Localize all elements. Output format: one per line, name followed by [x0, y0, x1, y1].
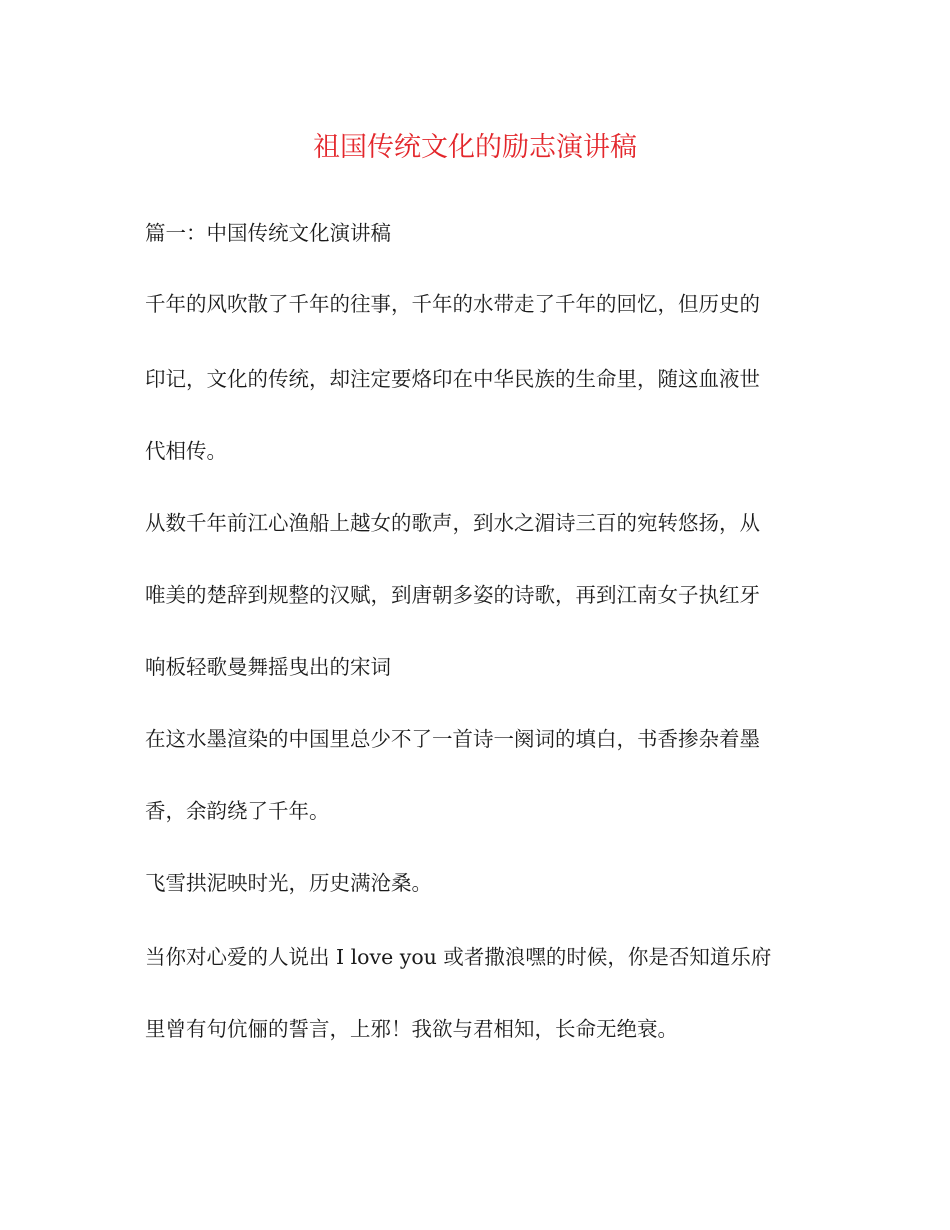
text-line: 在这水墨渲染的中国里总少不了一首诗一阕词的填白，书香掺杂着墨: [145, 727, 760, 751]
text-line: 当你对心爱的人说出 I love you 或者撒浪嘿的时候，你是否知道乐府: [145, 945, 772, 969]
text-line: 飞雪拱泥映时光，历史满沧桑。: [145, 871, 432, 895]
text-line: 响板轻歌曼舞摇曳出的宋词: [145, 655, 391, 679]
document-title: 祖国传统文化的励志演讲稿: [313, 132, 637, 163]
text-line: 从数千年前江心渔船上越女的歌声，到水之湄诗三百的宛转悠扬，从: [145, 511, 760, 535]
text-line: 香，余韵绕了千年。: [145, 799, 330, 823]
text-line: 唯美的楚辞到规整的汉赋，到唐朝多姿的诗歌，再到江南女子执红牙: [145, 583, 760, 607]
text-line: 千年的风吹散了千年的往事，千年的水带走了千年的回忆，但历史的: [145, 292, 760, 316]
text-line: 里曾有句伉俪的誓言，上邪！我欲与君相知，长命无绝衰。: [145, 1017, 678, 1041]
section-heading: 篇一：中国传统文化演讲稿: [145, 221, 391, 245]
text-line: 代相传。: [145, 439, 227, 463]
text-line: 印记，文化的传统，却注定要烙印在中华民族的生命里，随这血液世: [145, 367, 760, 391]
